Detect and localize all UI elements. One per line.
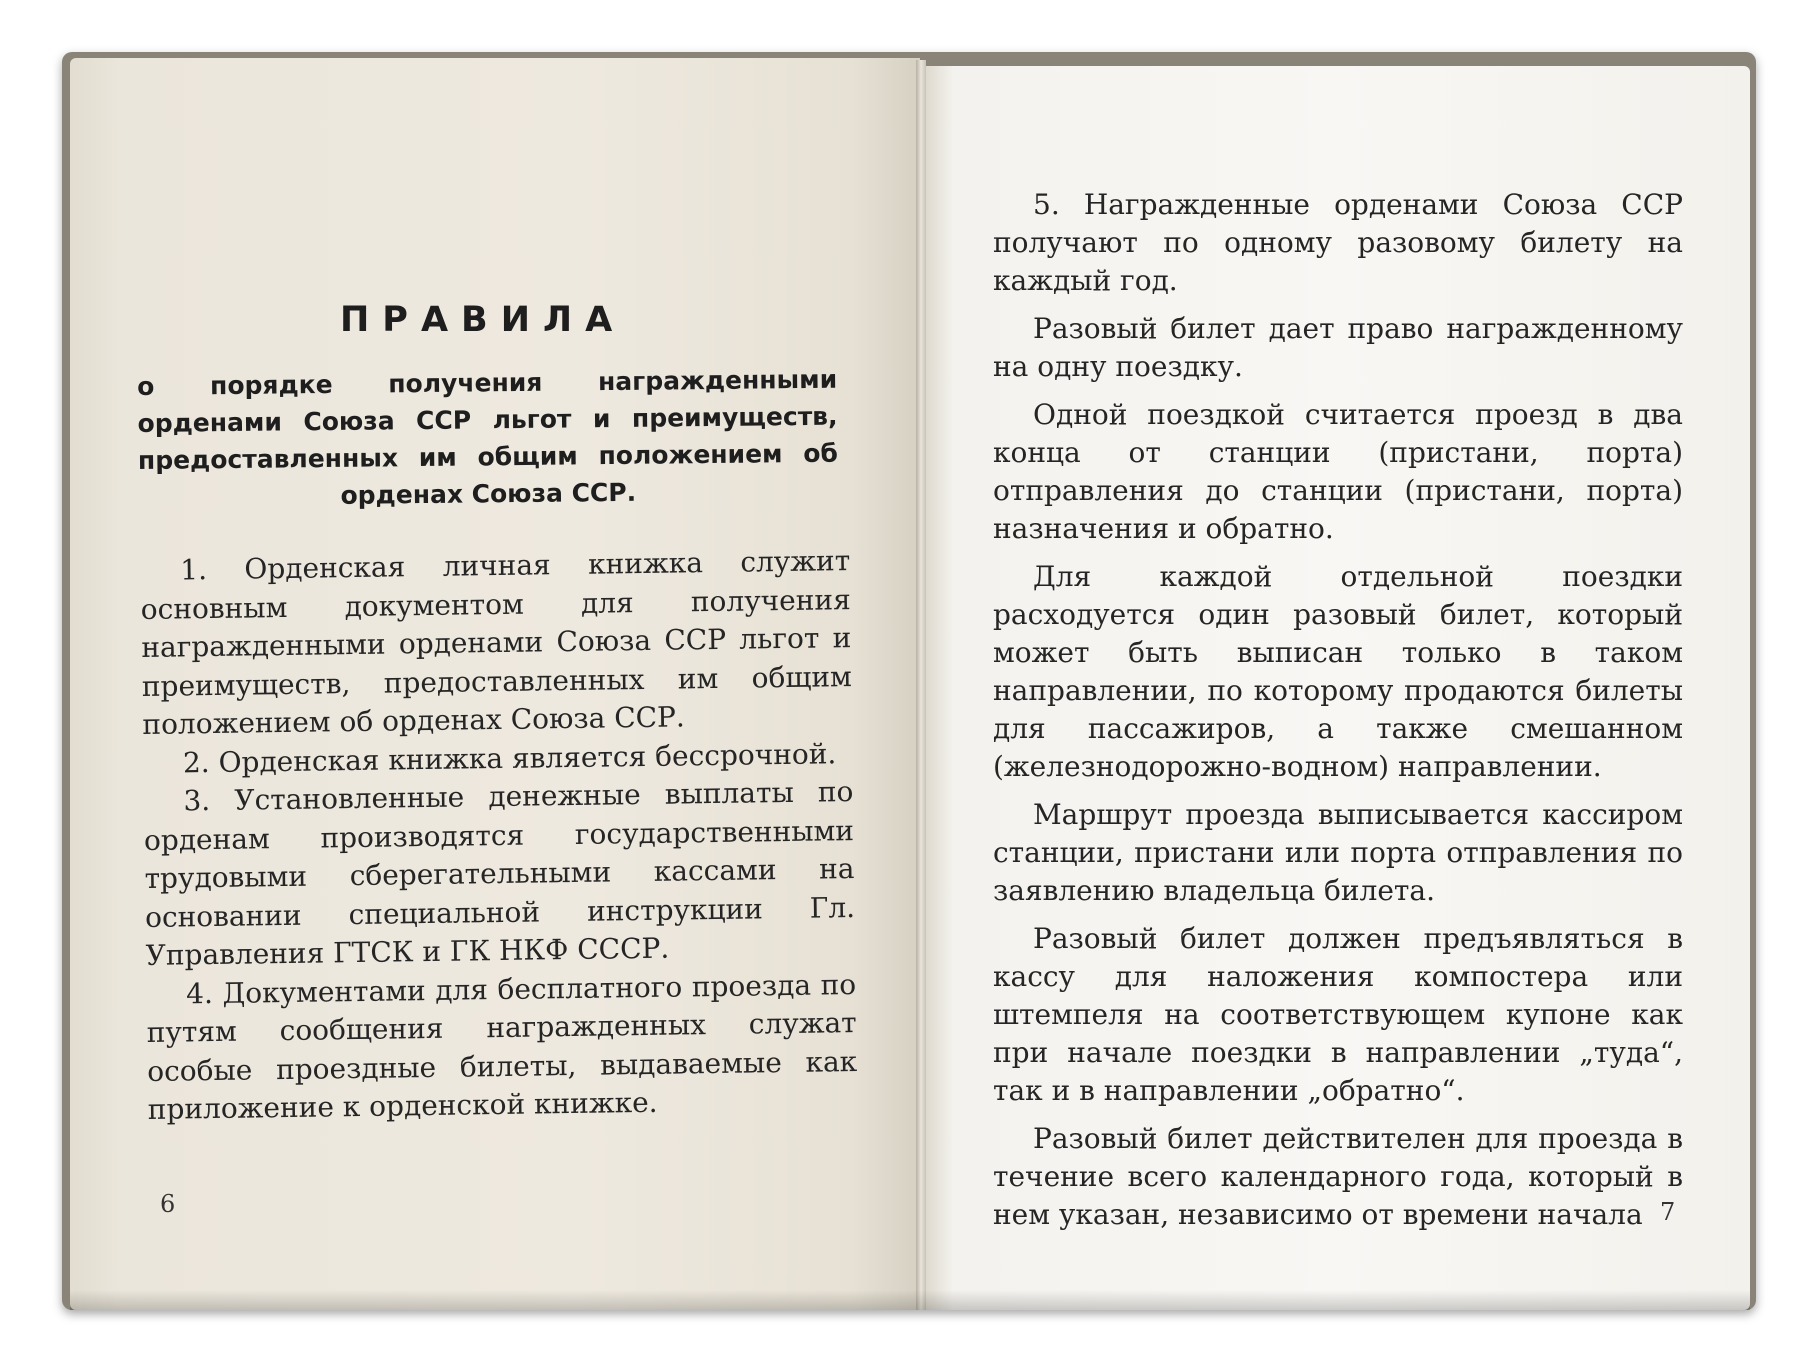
paragraph-5-f: Разовый билет должен предъявляться в кассу для наложения компостера или штемпеля на соответствующем купоне как при начале поездки в направлении „туда“, так и в направлении „обратно“. (993, 922, 1683, 1107)
paragraph-2: 2. Орденская книжка является бессрочной. (182, 736, 837, 779)
rules-subtitle: о порядке получения награжденными орденами Союза ССР льгот и преимуществ, предоставленных им общим положением об орденах Союза ССР. (137, 364, 839, 510)
paragraph-5: 5. Награжденные орденами Союза ССР получают по одному разовому билету на каждый год. (993, 188, 1683, 297)
left-page-body (140, 542, 858, 1129)
paragraph-3: 3. Установленные денежные выплаты по орденам производятся государственными трудовыми сберегательными кассами на основании специальной инструкции Гл. Управления ГТСК и ГК НКФ СССР. (143, 775, 856, 972)
paragraph-4: 4. Документами для бесплатного проезда по путям сообщения награжденных служат особые проездные билеты, выдаваемые как приложение к орденской книжке. (146, 967, 858, 1126)
paragraph-1: 1. Орденская личная книжка служит основным документом для получения награжденными орденами Союза ССР льгот и преимуществ, предоставленных им общим положением об орденах Союза ССР. (140, 544, 853, 741)
page-number-left: 6 (160, 1190, 176, 1218)
paragraph-5-d: Для каждой отдельной поездки расходуется один разовый билет, который может быть выписан только в таком направлении, по которому продаются билеты для пассажиров, а также смешанном (железнодорожно-водном) направлении. (993, 560, 1683, 783)
booklet-spine (916, 60, 926, 1310)
paragraph-5-c: Одной поездкой считается проезд в два конца от станции (пристани, порта) отправления до станции (пристани, порта) назначения и обратно. (993, 398, 1683, 545)
page-number-right: 7 (1660, 1198, 1676, 1226)
paragraph-5-g: Разовый билет действителен для проезда в течение всего календарного года, который в нем указан, независимо от времени начала (993, 1122, 1683, 1231)
rules-title: ПРАВИЛА (340, 300, 626, 340)
paragraph-5-e: Маршрут проезда выписывается кассиром станции, пристани или порта отправления по заявлению владельца билета. (993, 798, 1683, 907)
paragraph-5-b: Разовый билет дает право награжденному на одну поездку. (993, 312, 1683, 383)
right-page-body (993, 186, 1683, 1234)
